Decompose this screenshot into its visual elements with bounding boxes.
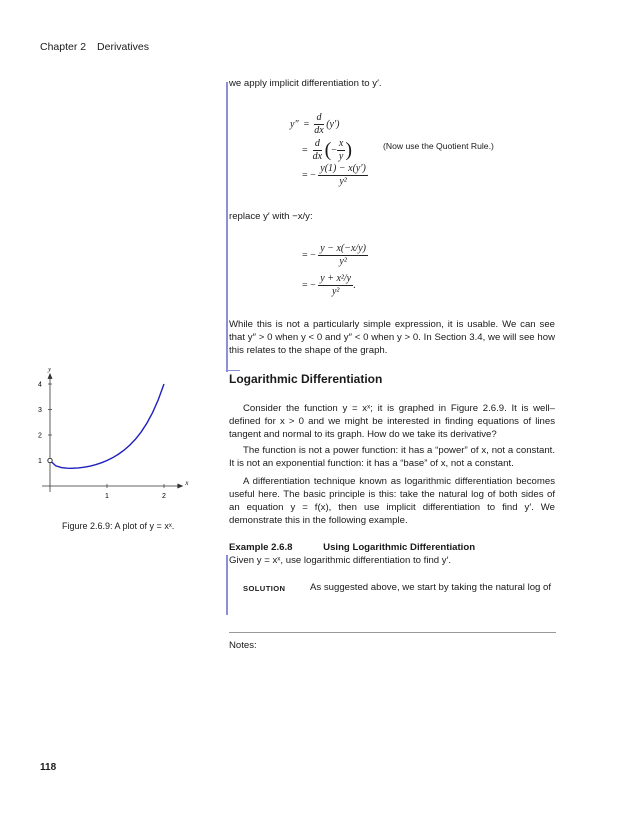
paragraph-power-function: The function is not a power function: it has a “power” of x, not a constant. It is not an exponential function: it has a “base” of x, not a constant. [229,445,555,470]
intro-line: we apply implicit differentiation to y′. [229,78,382,89]
paragraph-usable: While this is not a particularly simple expression, it is usable. We can see that y″ > 0 when y < 0 and y″ < 0 when y > 0. In Section 3.4, we will see how this relates to the shape of the graph. [229,319,555,357]
paragraph-technique: A differentiation technique known as logarithmic differentiation becomes useful here. The basic principle is this: take the natural log of both sides of an equation y = f(x), then use implicit differentiation to find y′. We demonstrate this in the following example. [229,476,555,527]
x-axis-label: x [185,479,189,487]
running-header [40,41,149,53]
example-number: Example 2.6.8 [229,542,293,553]
chapter-number: Chapter 2 [40,41,87,53]
y-axis-arrow [48,373,53,379]
curve-y-equals-x-to-x [50,384,164,468]
revision-bar [226,555,228,615]
solution-label: SOLUTION [243,584,286,593]
chapter-title: Derivatives [97,41,149,53]
equation-y-double-prime-line1: y″ = $\frac{d}{dx}$ (y′) [290,112,340,136]
frac-den: y [338,151,344,162]
plot-y-equals-x-to-x [30,368,200,503]
equation-substituted-line1: = − $\frac{y - x(-x/y)}{\text{y²}}$ [302,243,366,267]
x-tick-label: 2 [162,493,166,500]
x-tick-label: 1 [105,493,109,500]
example-statement: Given y = xˣ, use logarithmic differentiation to find y′. [229,555,452,566]
example-heading [229,542,475,553]
plot-axes [42,368,189,492]
equation-tail: (y′) [326,118,340,130]
y-axis-label: y [48,368,52,373]
revision-bar-tick [226,370,240,371]
figure-caption: Figure 2.6.9: A plot of y = xˣ. [62,521,175,531]
replace-line: replace y′ with −x/y: [229,211,313,222]
frac-num: d [314,112,323,125]
page-number: 118 [40,762,57,773]
frac-den: dx [312,151,323,162]
paragraph-consider: Consider the function y = xˣ; it is graphed in Figure 2.6.9. It is well–defined for x > 0 and we might be interested in finding equations of lines tangent and normal to its graph. How do we take its derivative? [229,403,555,441]
frac-num: y + x²/y [320,273,352,284]
y-tick-label: 3 [38,407,42,414]
example-title: Using Logarithmic Differentiation [323,542,476,553]
plot-ticks [38,382,166,501]
x-axis-arrow [177,484,183,489]
y-tick-label: 2 [38,432,42,440]
frac-num: y − x(−x/y) [320,243,366,254]
notes-label: Notes: [229,640,257,651]
notes-divider [229,632,556,633]
y-tick-label: 4 [38,381,42,389]
equation-y-double-prime-line3: = − $\frac{y(1) - x(y')}{\text{y²}}$ [302,163,366,187]
quotient-rule-note: (Now use the Quotient Rule.) [383,141,494,151]
section-title: Logarithmic Differentiation [229,372,383,386]
equation-substituted-line2: = − $\frac{\text{y + x²/y}}{\text{y²}}$ . [302,273,356,297]
equation-lhs: y″ [290,118,299,130]
frac-den: y² [339,176,347,187]
frac-num: x [338,138,344,149]
plot-curve-group [48,384,164,468]
y-tick-label: 1 [38,458,42,465]
equation-y-double-prime-line2: = $\frac{d}{dx}$ (− $\frac{x}{y}$ ) [302,138,353,162]
frac-den: dx [314,125,324,136]
frac-den: y² [339,256,347,267]
open-point-marker [48,458,52,462]
frac-den: y² [331,286,340,297]
frac-num: d [313,138,322,151]
frac-num: y(1) − x(y′) [320,163,366,174]
revision-bar [226,82,228,372]
solution-text: As suggested above, we start by taking the natural log of [310,582,552,593]
